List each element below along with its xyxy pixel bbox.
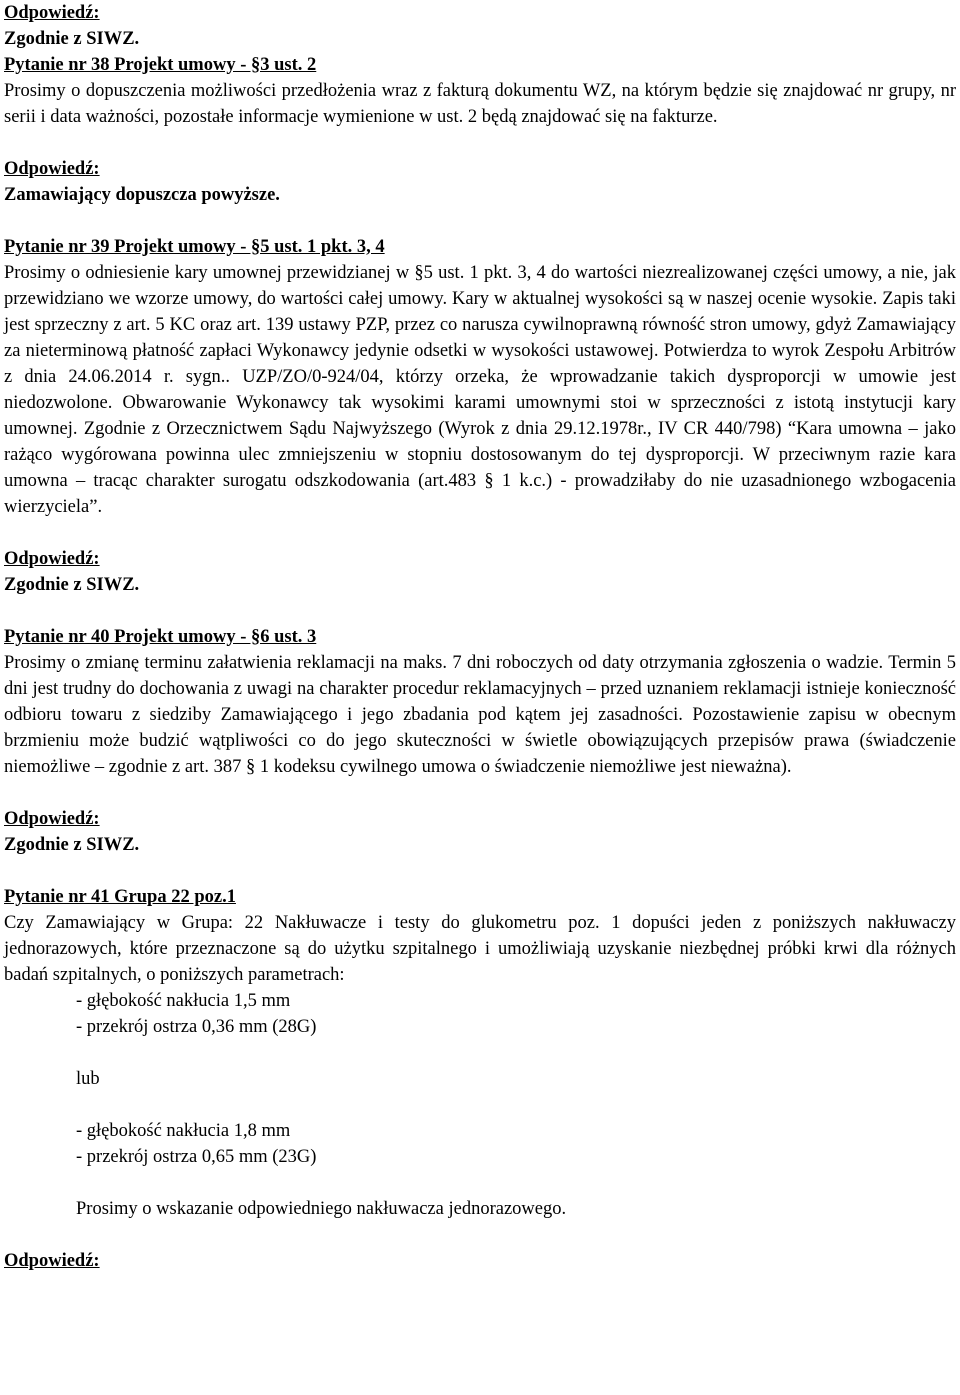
question-41-param-blade-1: - przekrój ostrza 0,36 mm (28G) [76, 1017, 317, 1037]
question-41-title: Pytanie nr 41 Grupa 22 poz.1 [4, 887, 236, 907]
question-38-title: Pytanie nr 38 Projekt umowy - §3 ust. 2 [4, 55, 317, 75]
answer-40-text: Zgodnie z SIWZ. [4, 835, 140, 855]
answer-39-label: Odpowiedź: [4, 549, 100, 569]
answer-38-label: Odpowiedź: [4, 159, 100, 179]
question-41-body: Czy Zamawiający w Grupa: 22 Nakłuwacze i testy do glukometru poz. 1 dopuści jeden z poniższych nakłuwaczy jednorazowych, które przeznaczone są do użytku szpitalnego i umożliwiają uzyskanie niezbędnej próbki krwi dla różnych badań szpitalnych, o poniższych parametrach: [4, 913, 956, 985]
answer-41-label: Odpowiedź: [4, 1251, 100, 1271]
question-39-title: Pytanie nr 39 Projekt umowy - §5 ust. 1 pkt. 3, 4 [4, 237, 385, 257]
question-41-request: Prosimy o wskazanie odpowiedniego nakłuwacza jednorazowego. [76, 1199, 567, 1219]
answer-label: Odpowiedź: [4, 3, 100, 23]
question-41-param-blade-2: - przekrój ostrza 0,65 mm (23G) [76, 1147, 317, 1167]
question-41-or: lub [76, 1069, 100, 1089]
question-41-param-depth-1: - głębokość nakłucia 1,5 mm [76, 991, 291, 1011]
question-41-param-depth-2: - głębokość nakłucia 1,8 mm [76, 1121, 291, 1141]
answer-text: Zgodnie z SIWZ. [4, 29, 140, 49]
question-40-title: Pytanie nr 40 Projekt umowy - §6 ust. 3 [4, 627, 317, 647]
question-38-body: Prosimy o dopuszczenia możliwości przedłożenia wraz z fakturą dokumentu WZ, na którym będzie się znajdować nr grupy, nr serii i data ważności, pozostałe informacje wymienione w ust. 2 będą znajdować się na fakturze. [4, 81, 956, 127]
answer-39-text: Zgodnie z SIWZ. [4, 575, 140, 595]
question-39-body: Prosimy o odniesienie kary umownej przewidzianej w §5 ust. 1 pkt. 3, 4 do wartości niezrealizowanej części umowy, a nie, jak przewidziano we wzorze umowy, do wartości całej umowy. Kary w aktualnej wysokości są w naszej ocenie wysokie. Zapis taki jest sprzeczny z art. 5 KC oraz art. 139 ustawy PZP, przez co narusza cywilnoprawną równość stron umowy, gdyż Zamawiający za nieterminową płatność zapłaci Wykonawcy jedynie odsetki w wysokości ustawowej. Potwierdza to wyrok Zespołu Arbitrów z dnia 24.06.2014 r. sygn.. UZP/ZO/0-924/04, którzy orzeka, że wprowadzanie takich dysproporcji w umowie jest niedozwolone. Obwarowanie Wykonawcy tak wysokimi karami umownymi stoi w sprzeczności z istotą instytucji kary umownej. Zgodnie z Orzecznictwem Sądu Najwyższego (Wyrok z dnia 29.12.1978r., IV CR 440/798) “Kara umowna – jako rażąco wygórowana powinna ulec zmniejszeniu w stopniu dostosowanym do tej dysproporcji. W przeciwnym razie kara umowna – tracąc charakter surogatu odszkodowania (art.483 § 1 k.c.) - prowadziłaby do nie uzasadnionego wzbogacenia wierzyciela”. [4, 263, 956, 517]
question-40-body: Prosimy o zmianę terminu załatwienia reklamacji na maks. 7 dni roboczych od daty otrzymania zgłoszenia o wadzie. Termin 5 dni jest trudny do dochowania z uwagi na charakter procedur reklamacyjnych – przed uznaniem reklamacji istnieje konieczność odbioru towaru z siedziby Zamawiającego i jego zbadania pod kątem jej zasadności. Pozostawienie zapisu w obecnym brzmieniu może budzić wątpliwości co do jego skuteczności w świetle obowiązujących przepisów prawa (świadczenie niemożliwe – zgodnie z art. 387 § 1 kodeksu cywilnego umowa o świadczenie niemożliwe jest nieważna). [4, 653, 956, 777]
answer-40-label: Odpowiedź: [4, 809, 100, 829]
answer-38-text: Zamawiający dopuszcza powyższe. [4, 185, 280, 205]
